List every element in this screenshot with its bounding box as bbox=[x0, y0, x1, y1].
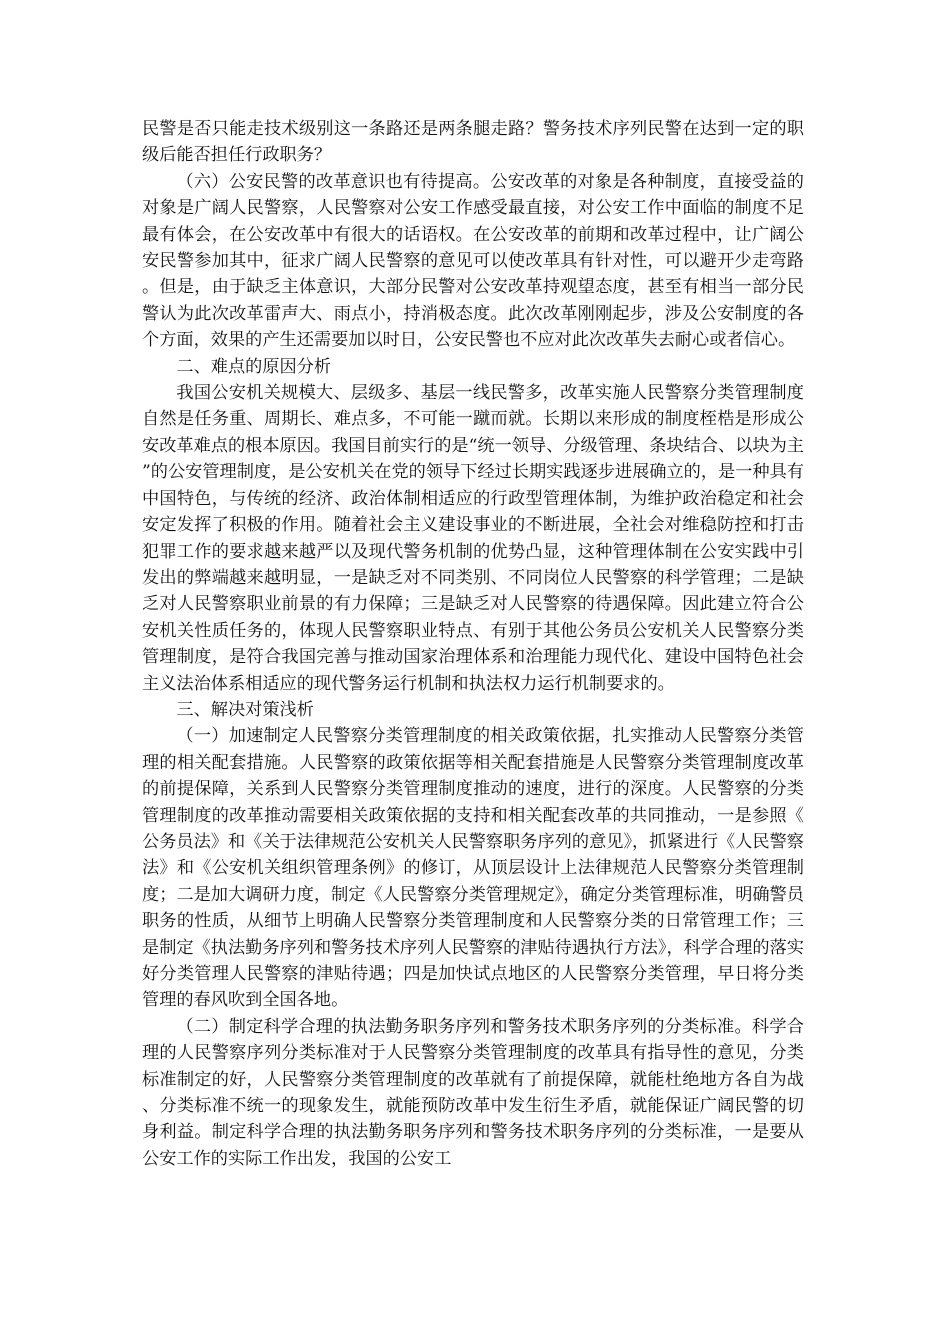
section-heading-cause-analysis: 二、难点的原因分析 bbox=[176, 356, 332, 377]
paragraph-countermeasure-one: （一）加速制定人民警察分类管理制度的相关政策依据，扎实推动人民警察分类管理的相关配套措施。人民警察的政策依据等相关配套措施是人民警察分类管理制度改革的前提保障，关系到人民警察分类管理制度推动的速度，进行的深度。人民警察的分类管理制度的改革推动需要相关政策依据的支持和相关配套改革的共同推动，一是参照《公务员法》和《关于法律规范公安机关人民警察职务序列的意见》，抓紧进行《人民警察法》和《公安机关组织管理条例》的修订，从顶层设计上法律规范人民警察分类管理制度；二是加大调研力度，制定《人民警察分类管理规定》，确定分类管理标准，明确警员职务的性质，从细节上明确人民警察分类管理制度和人民警察分类的日常管理工作；三是制定《执法勤务序列和警务技术序列人民警察的津贴待遇执行方法》，科学合理的落实好分类管理人民警察的津贴待遇；四是加快试点地区的人民警察分类管理，早日将分类管理的春风吹到全国各地。 bbox=[142, 726, 804, 1011]
document-body bbox=[142, 116, 804, 1172]
paragraph-countermeasure-two: （二）制定科学合理的执法勤务职务序列和警务技术职务序列的分类标准。科学合理的人民警察序列分类标准对于人民警察分类管理制度的改革具有指导性的意见，分类标准制定的好，人民警察分类管理制度的改革就有了前提保障，就能杜绝地方各自为战、分类标准不统一的现象发生，就能预防改革中发生衍生矛盾，就能保证广阔民警的切身利益。制定科学合理的执法勤务职务序列和警务技术职务序列的分类标准，一是要从公安工作的实际工作出发，我国的公安工 bbox=[142, 1016, 804, 1169]
paragraph-reform-awareness: （六）公安民警的改革意识也有待提高。公安改革的对象是各种制度，直接受益的对象是广阔人民警察，人民警察对公安工作感受最直接，对公安工作中面临的制度不足最有体会，在公安改革中有很大的话语权。在公安改革的前期和改革过程中，让广阔公安民警参加其中，征求广阔人民警察的意见可以使改革具有针对性，可以避开少走弯路。但是，由于缺乏主体意识，大部分民警对公安改革持观望态度，甚至有相当一部分民警认为此次改革雷声大、雨点小，持消极态度。此次改革刚刚起步，涉及公安制度的各个方面，效果的产生还需要加以时日，公安民警也不应对此次改革失去耐心或者信心。 bbox=[142, 171, 804, 351]
paragraph-cause-analysis: 我国公安机关规模大、层级多、基层一线民警多，改革实施人民警察分类管理制度自然是任务重、周期长、难点多，不可能一蹴而就。长期以来形成的制度桎梏是形成公安改革难点的根本原因。我国目前实行的是“统一领导、分级管理、条块结合、以块为主”的公安管理制度，是公安机关在党的领导下经过长期实践逐步进展确立的，是一种具有中国特色，与传统的经济、政治体制相适应的行政型管理体制，为维护政治稳定和社会安定发挥了积极的作用。随着社会主义建设事业的不断进展，全社会对维稳防控和打击犯罪工作的要求越来越严以及现代警务机制的优势凸显，这种管理体制在公安实践中引发出的弊端越来越明显，一是缺乏对不同类别、不同岗位人民警察的科学管理；二是缺乏对人民警察职业前景的有力保障；三是缺乏对人民警察的待遇保障。因此建立符合公安机关性质任务的，体现人民警察职业特点、有别于其他公务员公安机关人民警察分类管理制度，是符合我国完善与推动国家治理体系和治理能力现代化、建设中国特色社会主义法治体系相适应的现代警务运行机制和执法权力运行机制要求的。 bbox=[142, 383, 804, 694]
section-heading-countermeasures: 三、解决对策浅析 bbox=[176, 699, 314, 720]
paragraph-continuation: 民警是否只能走技术级别这一条路还是两条腿走路？警务技术序列民警在达到一定的职级后能否担任行政职务？ bbox=[142, 119, 804, 166]
